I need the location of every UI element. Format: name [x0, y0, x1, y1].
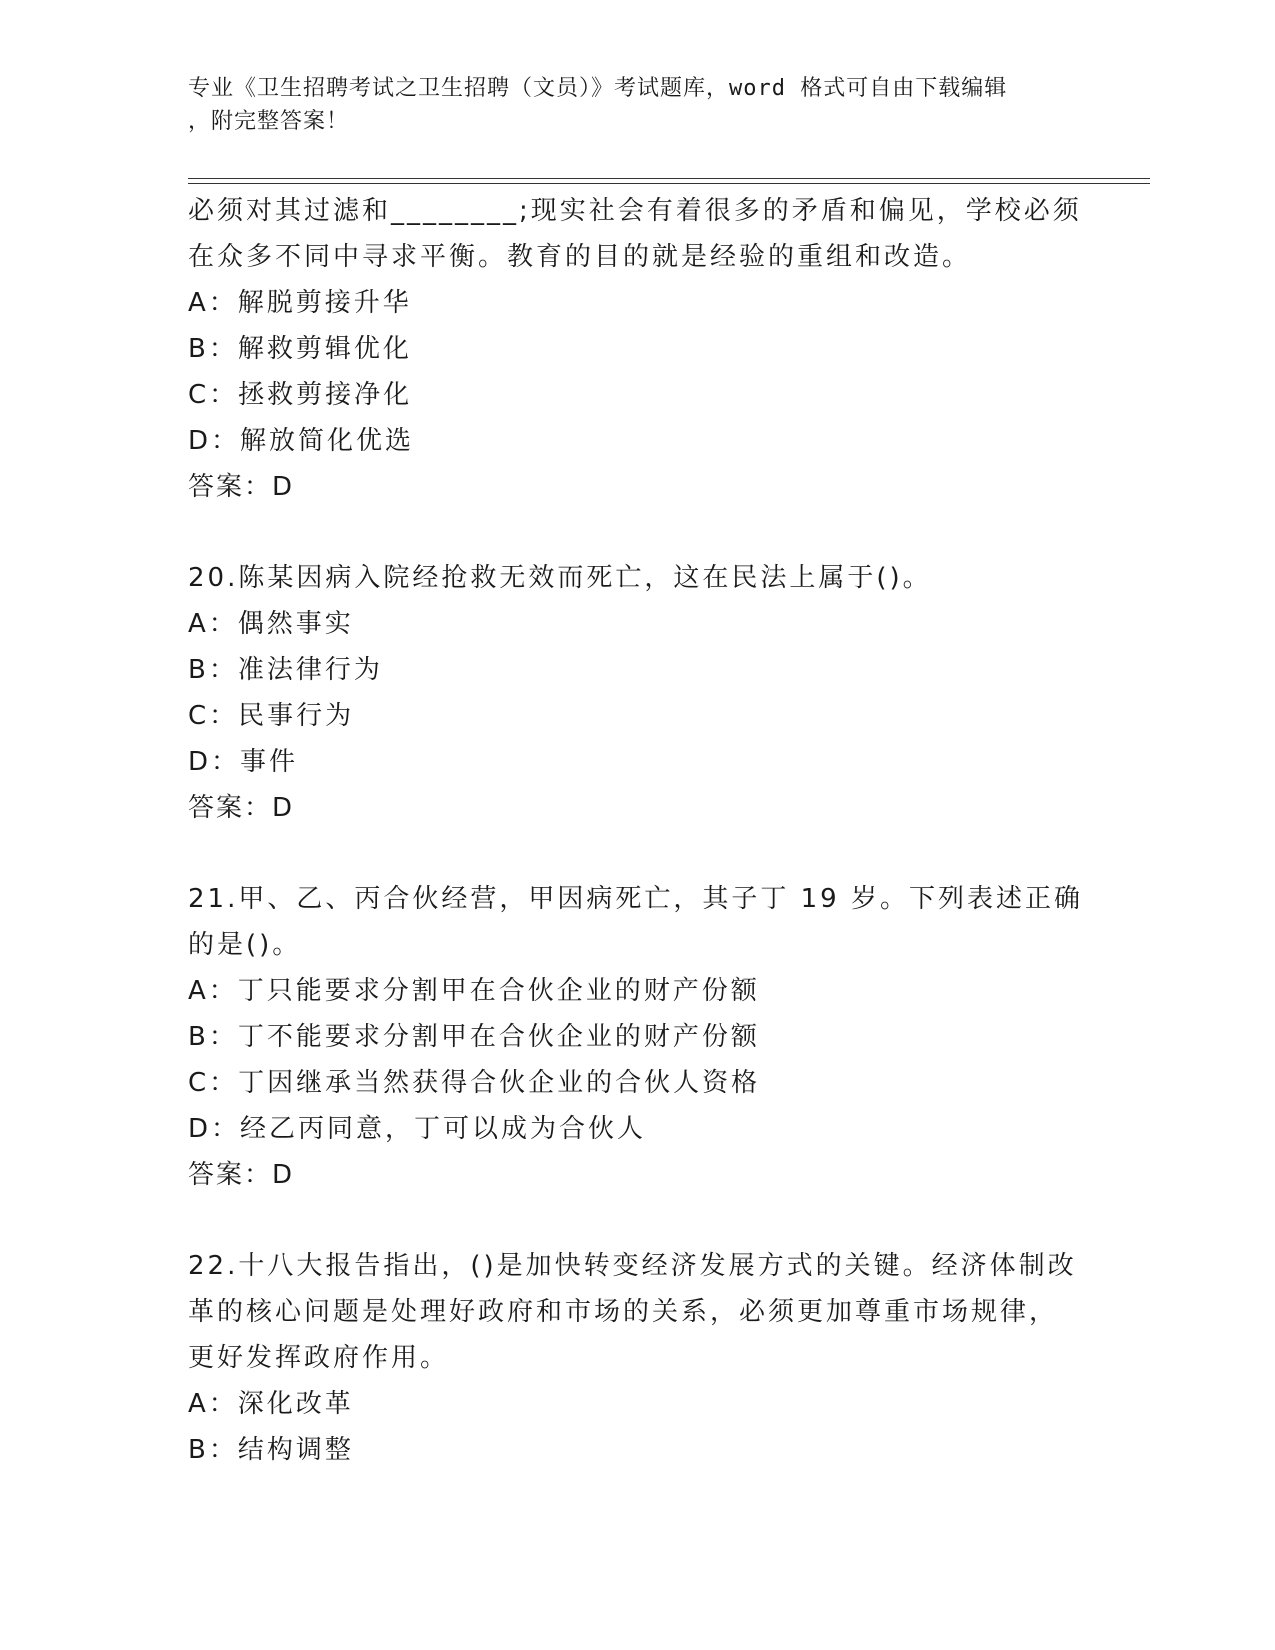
- option-b: B：解救剪辑优化: [188, 334, 412, 364]
- answer-label: 答案：D: [188, 472, 295, 502]
- question-stem-line: 必须对其过滤和________;现实社会有着很多的矛盾和偏见，学校必须: [188, 196, 1082, 226]
- header-line-2: ，附完整答案！: [188, 109, 350, 134]
- question-20: [188, 555, 1088, 831]
- option-a: A：丁只能要求分割甲在合伙企业的财产份额: [188, 976, 760, 1006]
- question-list: [188, 188, 1088, 1473]
- option-d: D：事件: [188, 747, 299, 777]
- question-stem-line: 的是()。: [188, 930, 302, 960]
- question-stem-line: 革的核心问题是处理好政府和市场的关系，必须更加尊重市场规律，: [188, 1297, 1059, 1327]
- spacer: [188, 831, 1088, 876]
- question-22: [188, 1243, 1088, 1473]
- question-stem-line: 20.陈某因病入院经抢救无效而死亡，这在民法上属于()。: [188, 563, 932, 593]
- option-c: C：民事行为: [188, 701, 355, 731]
- option-b: B：准法律行为: [188, 655, 383, 685]
- option-b: B：结构调整: [188, 1435, 354, 1465]
- header-line-1: 专业《卫生招聘考试之卫生招聘（文员）》考试题库，word 格式可自由下载编辑: [188, 76, 1008, 101]
- option-d: D：解放简化优选: [188, 426, 415, 456]
- question-21: [188, 876, 1088, 1198]
- option-a: A：深化改革: [188, 1389, 354, 1419]
- question-stem-line: 更好发挥政府作用。: [188, 1343, 450, 1373]
- option-a: A：偶然事实: [188, 609, 354, 639]
- option-d: D：经乙丙同意，丁可以成为合伙人: [188, 1114, 647, 1144]
- answer-label: 答案：D: [188, 793, 295, 823]
- question-19: [188, 188, 1088, 510]
- answer-label: 答案：D: [188, 1160, 295, 1190]
- option-b: B：丁不能要求分割甲在合伙企业的财产份额: [188, 1022, 760, 1052]
- option-a: A：解脱剪接升华: [188, 288, 412, 318]
- header-divider-bottom: [188, 183, 1150, 184]
- spacer: [188, 510, 1088, 555]
- option-c: C：拯救剪接净化: [188, 380, 413, 410]
- document-header: [188, 72, 1068, 138]
- spacer: [188, 1198, 1088, 1243]
- question-stem-line: 22.十八大报告指出，()是加快转变经济发展方式的关键。经济体制改: [188, 1251, 1077, 1281]
- question-stem-line: 在众多不同中寻求平衡。教育的目的就是经验的重组和改造。: [188, 242, 972, 272]
- header-divider-top: [188, 178, 1150, 179]
- question-stem-line: 21.甲、乙、丙合伙经营，甲因病死亡，其子丁 19 岁。下列表述正确: [188, 884, 1083, 914]
- option-c: C：丁因继承当然获得合伙企业的合伙人资格: [188, 1068, 761, 1098]
